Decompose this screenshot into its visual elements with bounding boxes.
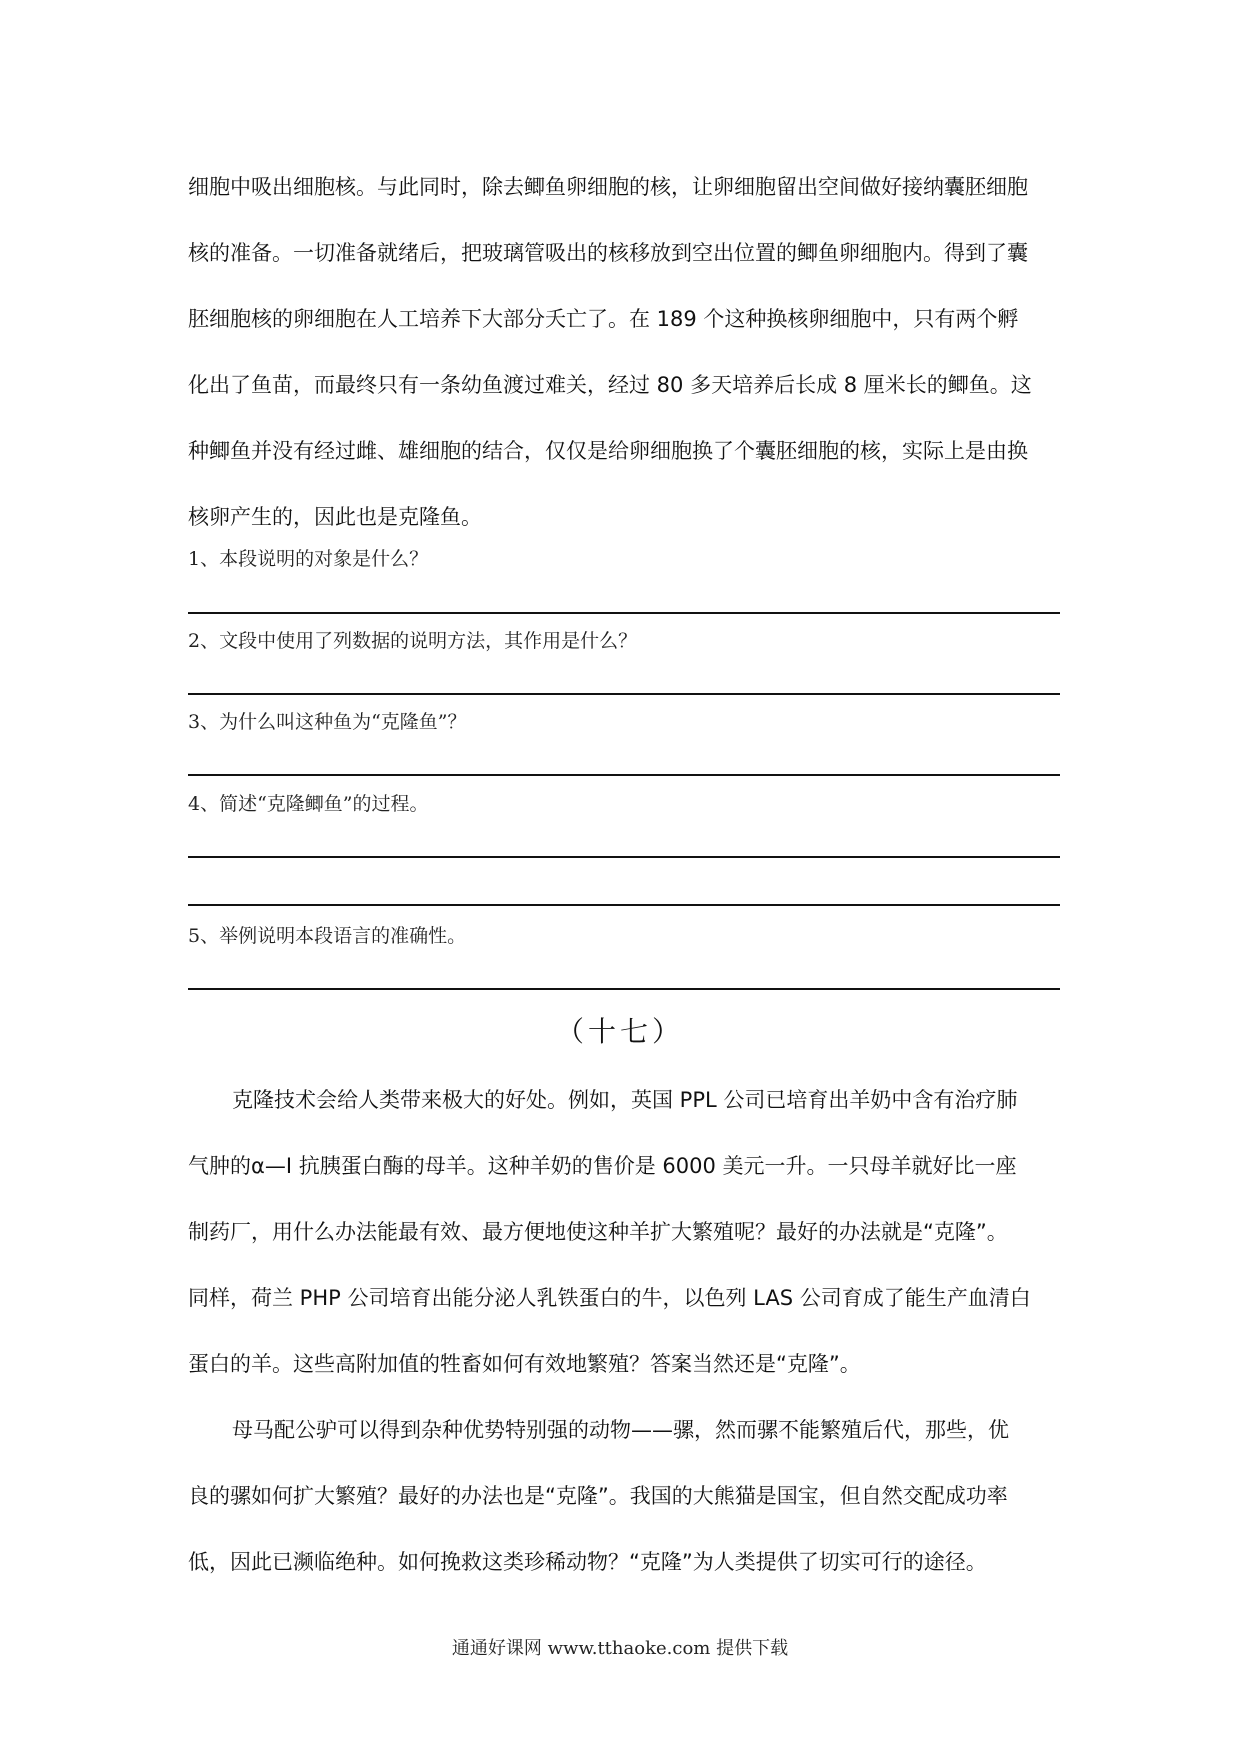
question-2: 2、文段中使用了列数据的说明方法，其作用是什么？ [188, 630, 638, 652]
passage-line: 气肿的α—I 抗胰蛋白酶的母羊。这种羊奶的售价是 6000 美元一升。一只母羊就好比一座 [188, 1154, 1017, 1178]
answer-line [188, 988, 1060, 990]
passage-line: 核卵产生的，因此也是克隆鱼。 [188, 505, 482, 529]
passage-line: 胚细胞核的卵细胞在人工培养下大部分夭亡了。在 189 个这种换核卵细胞中，只有两个孵 [188, 307, 1019, 331]
question-4: 4、简述“克隆鲫鱼”的过程。 [188, 793, 429, 815]
page-footer: 通通好课网 www.tthaoke.com 提供下载 [451, 1638, 789, 1659]
passage-line: 良的骡如何扩大繁殖？最好的办法也是“克隆”。我国的大熊猫是国宝，但自然交配成功率 [188, 1484, 1008, 1508]
answer-line [188, 904, 1060, 906]
passage-line: 种鲫鱼并没有经过雌、雄细胞的结合，仅仅是给卵细胞换了个囊胚细胞的核，实际上是由换 [188, 439, 1028, 463]
answer-line [188, 774, 1060, 776]
answer-line [188, 856, 1060, 858]
question-5: 5、举例说明本段语言的准确性。 [188, 925, 467, 947]
question-3: 3、为什么叫这种鱼为“克隆鱼”？ [188, 711, 467, 733]
passage-line: 核的准备。一切准备就绪后，把玻璃管吸出的核移放到空出位置的鲫鱼卵细胞内。得到了囊 [188, 241, 1028, 265]
passage-line: 细胞中吸出细胞核。与此同时，除去鲫鱼卵细胞的核，让卵细胞留出空间做好接纳囊胚细胞 [188, 175, 1028, 199]
section-title: （十七） [555, 1015, 684, 1048]
passage-line: 克隆技术会给人类带来极大的好处。例如，英国 PPL 公司已培育出羊奶中含有治疗肺 [232, 1088, 1018, 1112]
passage-line: 化出了鱼苗，而最终只有一条幼鱼渡过难关，经过 80 多天培养后长成 8 厘米长的鲫鱼。这 [188, 373, 1032, 397]
passage-line: 制药厂，用什么办法能最有效、最方便地使这种羊扩大繁殖呢？最好的办法就是“克隆”。 [188, 1220, 1008, 1244]
passage-line: 蛋白的羊。这些高附加值的牲畜如何有效地繁殖？答案当然还是“克隆”。 [188, 1352, 861, 1376]
answer-line [188, 693, 1060, 695]
question-1: 1、本段说明的对象是什么？ [188, 548, 429, 570]
answer-line [188, 612, 1060, 614]
passage-line: 母马配公驴可以得到杂种优势特别强的动物——骡，然而骡不能繁殖后代，那些，优 [232, 1418, 1009, 1442]
passage-line: 同样，荷兰 PHP 公司培育出能分泌人乳铁蛋白的牛，以色列 LAS 公司育成了能生产血清白 [188, 1286, 1031, 1310]
passage-line: 低，因此已濒临绝种。如何挽救这类珍稀动物？“克隆”为人类提供了切实可行的途径。 [188, 1550, 987, 1574]
